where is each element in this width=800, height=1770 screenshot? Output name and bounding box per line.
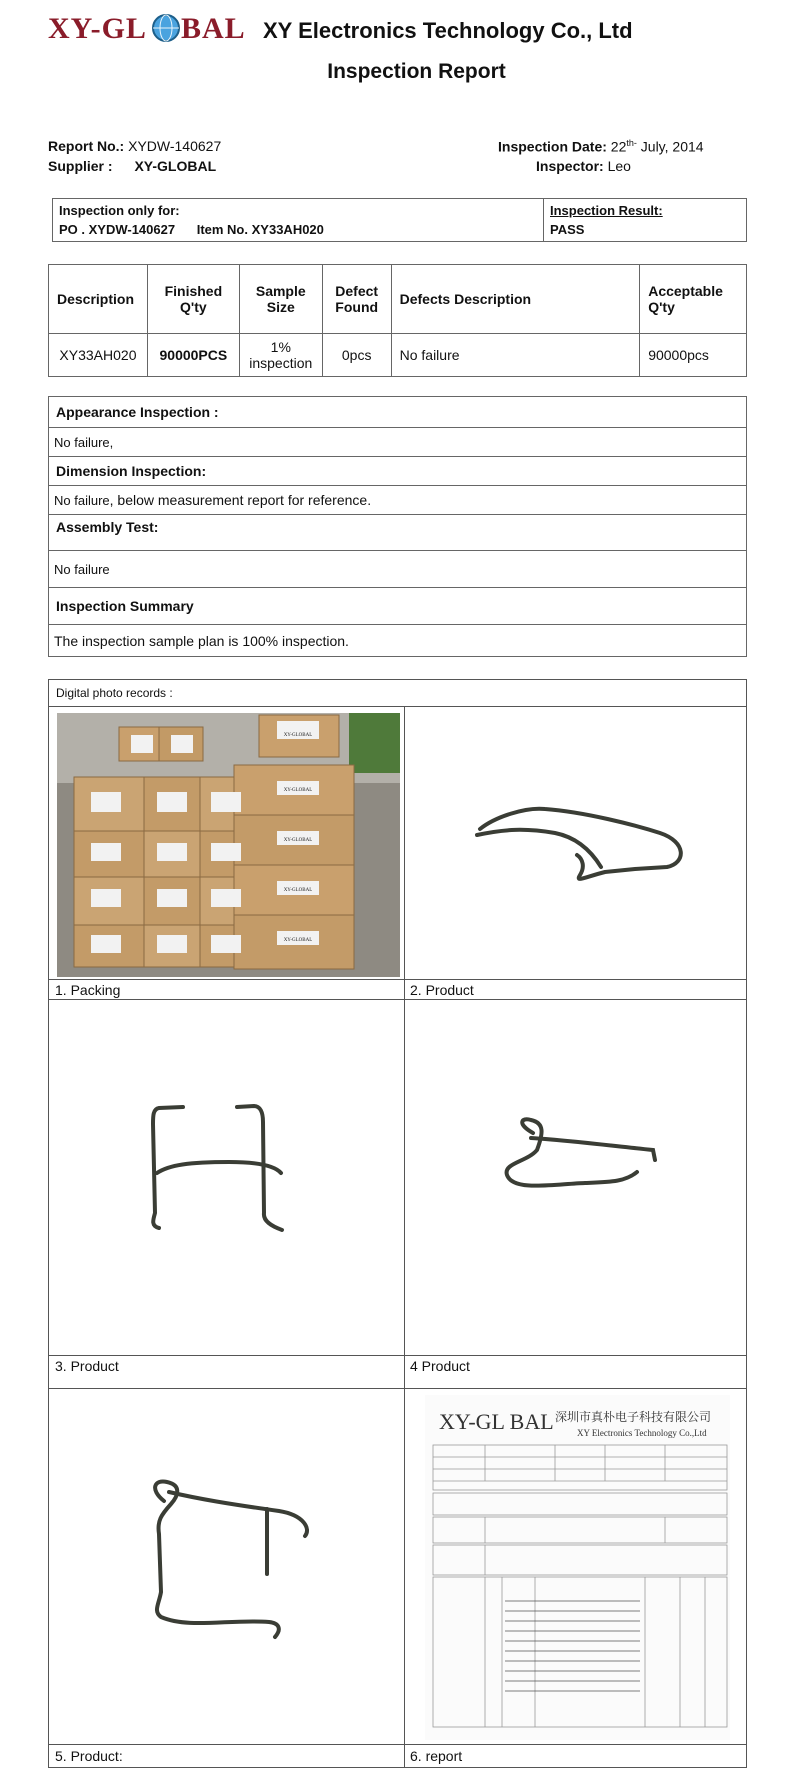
company-name: XY Electronics Technology Co., Ltd bbox=[263, 18, 633, 43]
date-suffix: th- bbox=[626, 138, 637, 148]
cell-sample-size: 1% inspection bbox=[239, 334, 322, 377]
photo-product-2 bbox=[404, 706, 747, 980]
caption-packing: 1. Packing bbox=[55, 982, 121, 998]
photo-product-5 bbox=[48, 1388, 405, 1745]
photo-product-3 bbox=[48, 999, 405, 1356]
date-rest: July, 2014 bbox=[636, 138, 704, 155]
photo-records-title: Digital photo records : bbox=[56, 686, 173, 700]
cell-acceptable-qty: 90000pcs bbox=[640, 334, 747, 377]
box-label: XY-GLOBAL bbox=[283, 733, 313, 738]
inspection-result-label: Inspection Result: bbox=[550, 203, 663, 218]
caption-product-4: 4 Product bbox=[410, 1358, 470, 1374]
summary-text: The inspection sample plan is 100% inspection. bbox=[48, 624, 747, 657]
supplier-label: Supplier : bbox=[48, 158, 113, 174]
report-no-label: Report No.: bbox=[48, 138, 125, 154]
caption-row-1-left bbox=[48, 978, 405, 1000]
report-title: Inspection Report bbox=[327, 60, 506, 83]
photo-records-header bbox=[48, 679, 747, 707]
inspection-summary-table bbox=[48, 264, 747, 377]
po-value: XYDW-140627 bbox=[88, 222, 176, 237]
caption-product-5: 5. Product: bbox=[55, 1748, 123, 1764]
header-sample-size: Sample Size bbox=[239, 265, 322, 334]
box-label: XY-GLOBAL bbox=[283, 838, 313, 843]
box-divider bbox=[543, 199, 544, 241]
cell-finished-qty: 90000PCS bbox=[147, 334, 239, 377]
report-no-value: XYDW-140627 bbox=[128, 138, 222, 154]
caption-report: 6. report bbox=[410, 1748, 463, 1764]
dimension-text bbox=[48, 485, 747, 515]
photo-packing bbox=[48, 706, 405, 980]
po-label: PO . bbox=[59, 222, 89, 237]
box-label: XY-GLOBAL bbox=[283, 888, 313, 893]
box-label: XY-GLOBAL bbox=[283, 788, 313, 793]
appearance-text: No failure, bbox=[48, 427, 747, 457]
header-acceptable-qty: Acceptable Q'ty bbox=[640, 265, 747, 334]
item-no-label: Item No. bbox=[196, 222, 248, 237]
box-label: XY-GLOBAL bbox=[283, 938, 313, 943]
dimension-text-b: , below measurement report for reference. bbox=[109, 492, 372, 508]
report-no bbox=[48, 138, 221, 154]
dimension-text-a: No failure bbox=[54, 492, 110, 508]
supplier bbox=[48, 158, 216, 174]
header-description: Description bbox=[49, 265, 148, 334]
photo-report bbox=[404, 1388, 747, 1745]
inspection-date bbox=[498, 138, 704, 155]
inspection-scope-box bbox=[52, 198, 747, 242]
report-photo-company-en: XY Electronics Technology Co.,Ltd bbox=[577, 1428, 707, 1438]
photo-product-4 bbox=[404, 999, 747, 1356]
inspection-result-value: PASS bbox=[550, 222, 585, 237]
svg-text:BAL: BAL bbox=[181, 12, 246, 45]
table-row bbox=[49, 334, 747, 377]
cell-description: XY33AH020 bbox=[49, 334, 148, 377]
header-defects-description: Defects Description bbox=[391, 265, 640, 334]
item-no-value: XY33AH020 bbox=[251, 222, 324, 237]
po-line bbox=[59, 222, 324, 237]
caption-product-2: 2. Product bbox=[410, 982, 474, 998]
svg-text:XY-GL: XY-GL bbox=[48, 12, 147, 45]
appearance-title: Appearance Inspection : bbox=[48, 396, 747, 428]
inspector-label: Inspector: bbox=[536, 158, 604, 174]
report-photo-company-cn: 深圳市真朴电子科技有限公司 bbox=[555, 1410, 712, 1424]
header-defect-found: Defect Found bbox=[322, 265, 391, 334]
table-header-row bbox=[49, 265, 747, 334]
assembly-title: Assembly Test: bbox=[48, 514, 747, 551]
inspector bbox=[536, 158, 631, 174]
caption-row-1-right bbox=[404, 978, 747, 1000]
inspection-only-for-label: Inspection only for: bbox=[59, 203, 180, 218]
summary-title: Inspection Summary bbox=[48, 587, 747, 625]
report-photo-logo: XY-GL BAL bbox=[439, 1409, 554, 1434]
inspection-date-label: Inspection Date: bbox=[498, 138, 607, 155]
inspector-value: Leo bbox=[607, 158, 631, 174]
header-finished-qty: Finished Q'ty bbox=[147, 265, 239, 334]
dimension-title: Dimension Inspection: bbox=[48, 456, 747, 486]
cell-defects-description: No failure bbox=[391, 334, 640, 377]
caption-product-3: 3. Product bbox=[55, 1358, 119, 1374]
supplier-value: XY-GLOBAL bbox=[134, 158, 217, 174]
date-day: 22 bbox=[610, 138, 627, 155]
company-logo bbox=[48, 8, 248, 48]
assembly-text: No failure bbox=[48, 550, 747, 588]
cell-defect-found: 0pcs bbox=[322, 334, 391, 377]
